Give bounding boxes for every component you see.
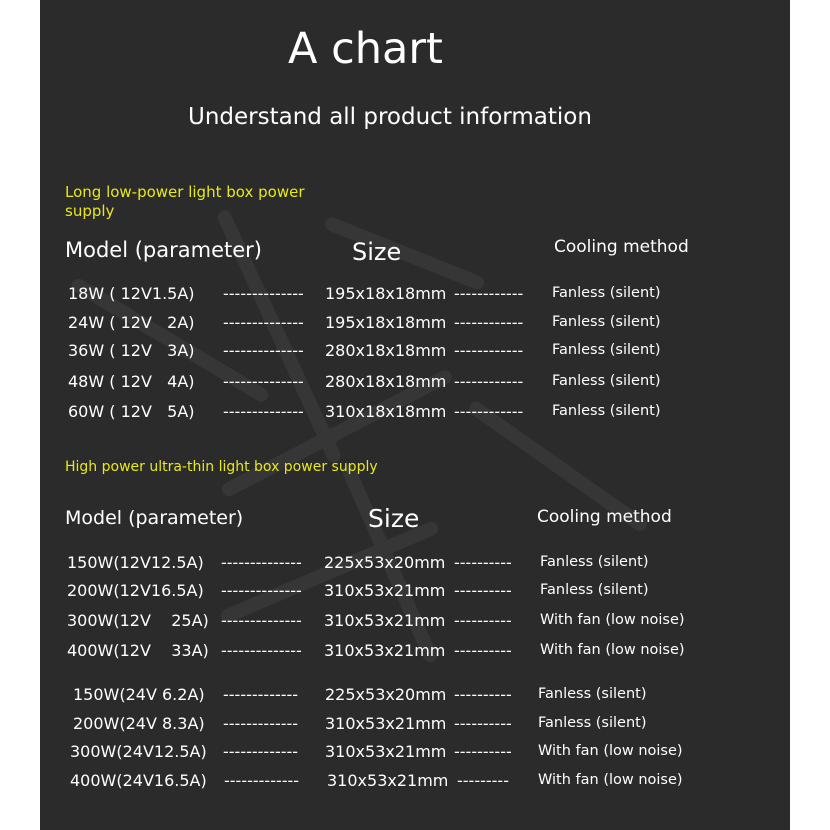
row-cooling: Fanless (silent)	[552, 314, 661, 330]
row-leader: -------------	[224, 771, 300, 790]
row-leader: ------------	[454, 284, 524, 303]
row-model: 36W ( 12V 3A)	[68, 341, 195, 360]
row-size: 310x53x21mm	[325, 742, 447, 761]
row-size: 280x18x18mm	[325, 341, 447, 360]
row-leader: --------------	[221, 553, 302, 572]
row-leader: ----------	[454, 685, 512, 704]
row-leader: --------------	[221, 581, 302, 600]
row-size: 310x53x21mm	[324, 581, 446, 600]
row-model: 18W ( 12V1.5A)	[68, 284, 195, 303]
row-leader: -------------	[223, 685, 299, 704]
row-leader: ----------	[454, 714, 512, 733]
row-leader: ----------	[454, 581, 512, 600]
spec-panel	[40, 0, 790, 830]
column-header-size: Size	[352, 238, 402, 266]
row-cooling: Fanless (silent)	[540, 554, 649, 570]
row-cooling: Fanless (silent)	[552, 403, 661, 419]
row-size: 195x18x18mm	[325, 313, 447, 332]
column-header-cooling: Cooling method	[554, 237, 689, 257]
column-header-cooling: Cooling method	[537, 507, 672, 527]
row-leader: ------------	[454, 402, 524, 421]
row-model: 400W(24V16.5A)	[70, 771, 207, 790]
row-size: 310x53x21mm	[327, 771, 449, 790]
section-heading-low-power: Long low-power light box power supply	[65, 183, 305, 220]
row-model: 48W ( 12V 4A)	[68, 372, 195, 391]
column-header-model: Model (parameter)	[65, 238, 262, 262]
row-leader: ----------	[454, 641, 512, 660]
row-leader: ------------	[454, 341, 524, 360]
row-size: 280x18x18mm	[325, 372, 447, 391]
row-model: 200W(12V16.5A)	[67, 581, 204, 600]
row-leader: --------------	[223, 313, 304, 332]
row-leader: ---------	[457, 771, 509, 790]
row-size: 310x53x21mm	[324, 641, 446, 660]
page-title: A chart	[288, 24, 443, 74]
row-cooling: Fanless (silent)	[552, 342, 661, 358]
row-size: 195x18x18mm	[325, 284, 447, 303]
row-model: 300W(12V 25A)	[67, 611, 209, 630]
row-leader: --------------	[223, 402, 304, 421]
row-leader: -------------	[223, 742, 299, 761]
row-cooling: With fan (low noise)	[540, 612, 685, 628]
row-cooling: Fanless (silent)	[552, 285, 661, 301]
row-leader: --------------	[223, 372, 304, 391]
row-leader: ----------	[454, 611, 512, 630]
column-header-size: Size	[368, 504, 420, 533]
row-model: 200W(24V 8.3A)	[73, 714, 205, 733]
row-leader: --------------	[221, 611, 302, 630]
row-size: 310x53x21mm	[324, 611, 446, 630]
row-cooling: Fanless (silent)	[538, 715, 647, 731]
row-size: 310x18x18mm	[325, 402, 447, 421]
row-model: 24W ( 12V 2A)	[68, 313, 195, 332]
row-model: 150W(12V12.5A)	[67, 553, 204, 572]
row-cooling: Fanless (silent)	[540, 582, 649, 598]
row-size: 225x53x20mm	[325, 685, 447, 704]
row-leader: ----------	[454, 553, 512, 572]
row-model: 60W ( 12V 5A)	[68, 402, 195, 421]
row-leader: ------------	[454, 372, 524, 391]
row-cooling: Fanless (silent)	[538, 686, 647, 702]
section-heading-high-power: High power ultra-thin light box power supply	[65, 459, 378, 475]
row-leader: ----------	[454, 742, 512, 761]
row-leader: -------------	[223, 714, 299, 733]
page-subtitle: Understand all product information	[188, 104, 592, 130]
row-leader: --------------	[223, 341, 304, 360]
row-model: 400W(12V 33A)	[67, 641, 209, 660]
row-size: 225x53x20mm	[324, 553, 446, 572]
row-cooling: With fan (low noise)	[538, 772, 683, 788]
row-size: 310x53x21mm	[325, 714, 447, 733]
row-model: 300W(24V12.5A)	[70, 742, 207, 761]
row-cooling: Fanless (silent)	[552, 373, 661, 389]
column-header-model: Model (parameter)	[65, 507, 244, 529]
row-leader: --------------	[221, 641, 302, 660]
row-cooling: With fan (low noise)	[538, 743, 683, 759]
row-leader: ------------	[454, 313, 524, 332]
row-model: 150W(24V 6.2A)	[73, 685, 205, 704]
row-leader: --------------	[223, 284, 304, 303]
row-cooling: With fan (low noise)	[540, 642, 685, 658]
